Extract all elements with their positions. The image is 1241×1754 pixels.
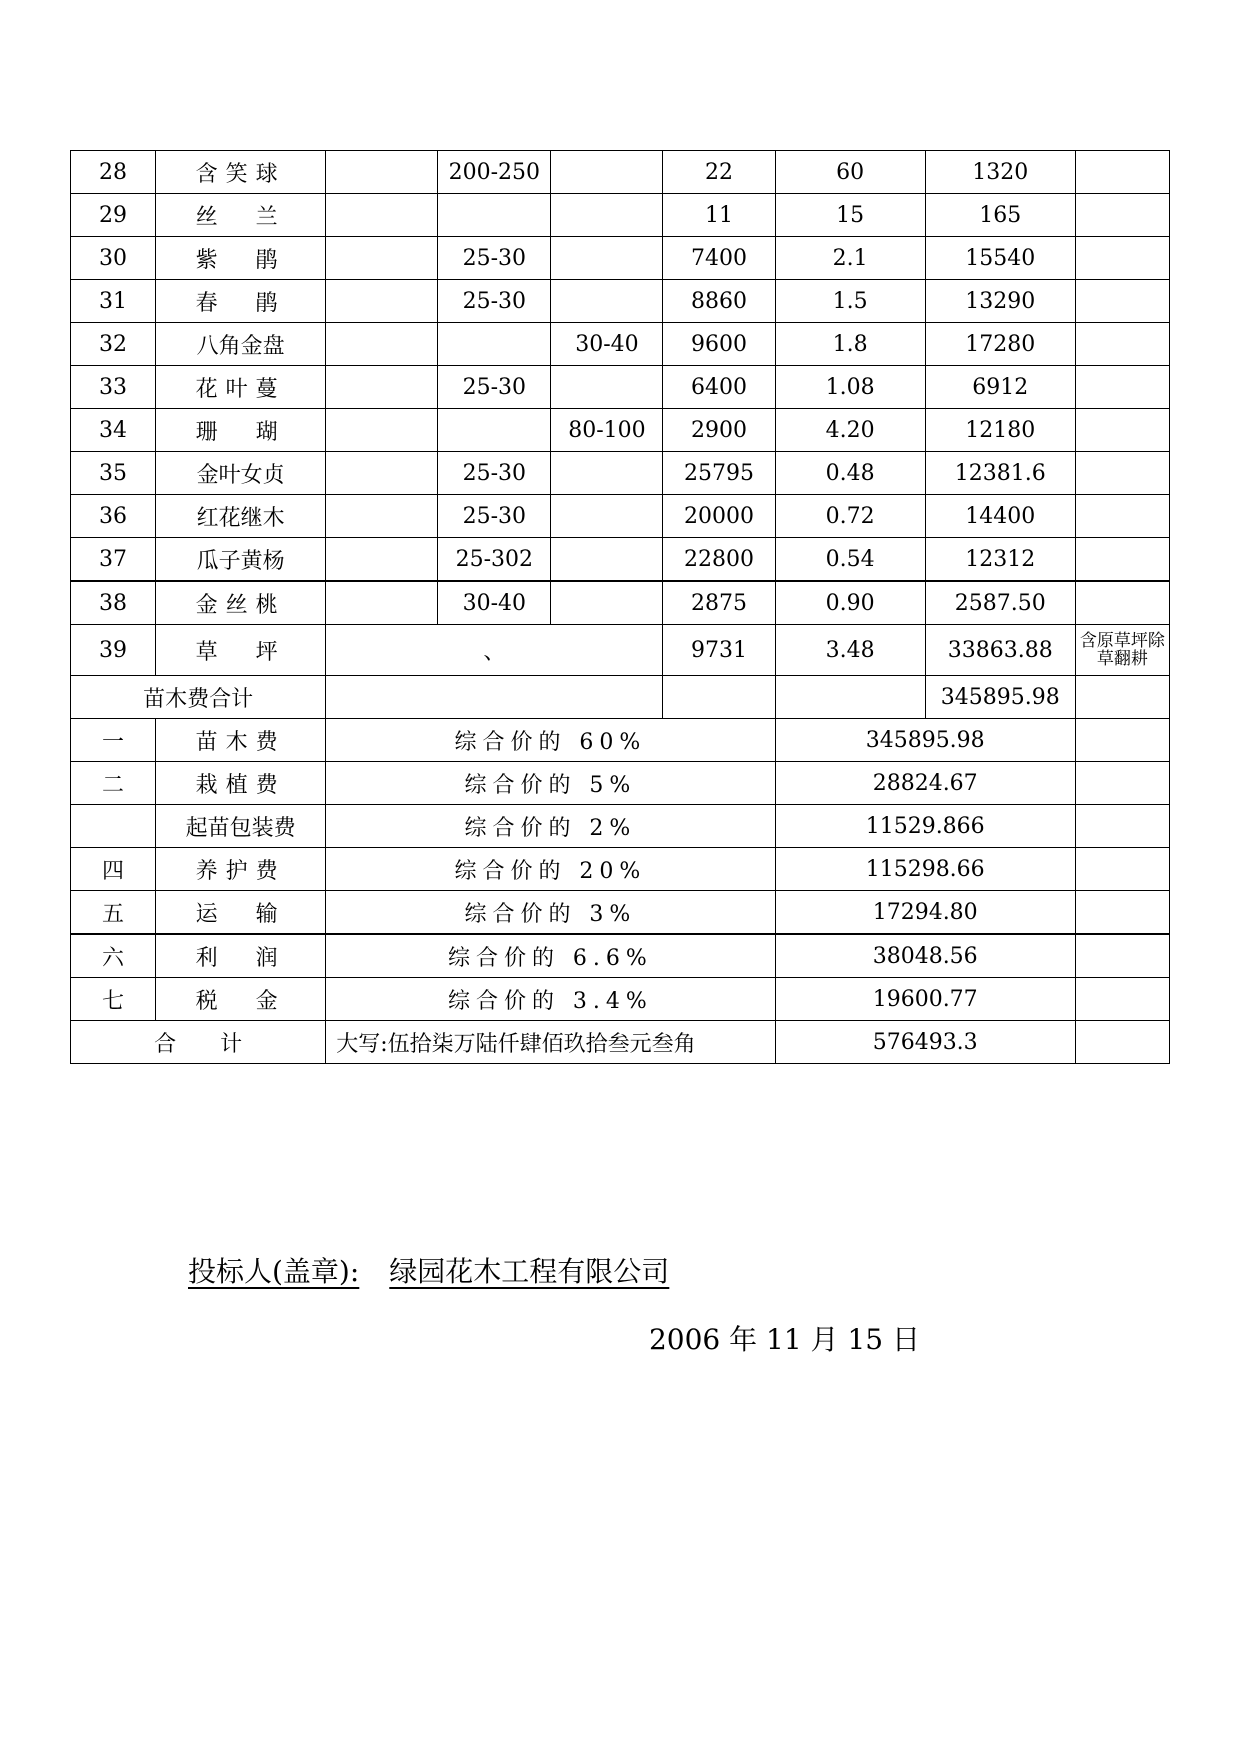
height-spec: 25-30 <box>438 280 551 323</box>
fee-name: 苗木费 <box>156 719 326 762</box>
bidder-signature <box>188 1250 669 1290</box>
spec-empty <box>326 452 438 495</box>
fee-basis: 综合价的 3% <box>326 891 775 935</box>
bidder-company: 绿园花木工程有限公司 <box>389 1255 670 1288</box>
quantity: 25795 <box>663 452 775 495</box>
unit-price: 0.72 <box>775 495 925 538</box>
remark <box>1075 581 1169 625</box>
seedling-total-row <box>71 676 1170 719</box>
width-spec <box>551 194 663 237</box>
fee-remark <box>1075 978 1169 1021</box>
unit-price: 15 <box>775 194 925 237</box>
unit-price: 1.5 <box>775 280 925 323</box>
unit-price: 3.48 <box>775 625 925 676</box>
table-row <box>71 151 1170 194</box>
spec-empty <box>326 194 438 237</box>
fee-amount: 38048.56 <box>775 934 1075 978</box>
row-number: 30 <box>71 237 156 280</box>
fee-amount: 345895.98 <box>775 719 1075 762</box>
width-spec <box>551 452 663 495</box>
amount: 165 <box>925 194 1075 237</box>
remark <box>1075 237 1169 280</box>
fee-number <box>71 805 156 848</box>
height-spec <box>438 194 551 237</box>
height-spec <box>438 323 551 366</box>
amount: 1320 <box>925 151 1075 194</box>
unit-price: 4.20 <box>775 409 925 452</box>
amount: 12381.6 <box>925 452 1075 495</box>
table-row <box>71 237 1170 280</box>
plant-name: 瓜子黄杨 <box>156 538 326 582</box>
width-spec <box>551 495 663 538</box>
table-row <box>71 280 1170 323</box>
unit-price: 2.1 <box>775 237 925 280</box>
amount: 2587.50 <box>925 581 1075 625</box>
unit-price: 0.54 <box>775 538 925 582</box>
row-number: 28 <box>71 151 156 194</box>
amount: 13290 <box>925 280 1075 323</box>
spec-merged: 、 <box>326 625 663 676</box>
fee-remark <box>1075 719 1169 762</box>
width-spec <box>551 581 663 625</box>
table-row <box>71 366 1170 409</box>
fee-row <box>71 934 1170 978</box>
grand-total-label: 合 计 <box>71 1021 326 1064</box>
grand-total-remark <box>1075 1021 1169 1064</box>
spec-empty <box>326 581 438 625</box>
remark <box>1075 323 1169 366</box>
grand-total-row <box>71 1021 1170 1064</box>
fee-name: 起苗包装费 <box>156 805 326 848</box>
width-spec <box>551 366 663 409</box>
remark <box>1075 151 1169 194</box>
fee-basis: 综合价的 20% <box>326 848 775 891</box>
fee-row <box>71 719 1170 762</box>
seedling-total-remark <box>1075 676 1169 719</box>
fee-remark <box>1075 934 1169 978</box>
amount: 17280 <box>925 323 1075 366</box>
quantity: 7400 <box>663 237 775 280</box>
fee-name: 税 金 <box>156 978 326 1021</box>
fee-number: 七 <box>71 978 156 1021</box>
remark <box>1075 366 1169 409</box>
plant-name: 花叶蔓 <box>156 366 326 409</box>
fee-basis: 综合价的 60% <box>326 719 775 762</box>
fee-amount: 11529.866 <box>775 805 1075 848</box>
table-row <box>71 538 1170 582</box>
quantity: 2875 <box>663 581 775 625</box>
table-row <box>71 194 1170 237</box>
remark <box>1075 452 1169 495</box>
unit-price: 0.90 <box>775 581 925 625</box>
fee-number: 一 <box>71 719 156 762</box>
row-number: 29 <box>71 194 156 237</box>
plant-name: 春 鹃 <box>156 280 326 323</box>
fee-amount: 115298.66 <box>775 848 1075 891</box>
table-row <box>71 452 1170 495</box>
fee-number: 四 <box>71 848 156 891</box>
row-number: 38 <box>71 581 156 625</box>
row-number: 33 <box>71 366 156 409</box>
remark <box>1075 538 1169 582</box>
width-spec <box>551 151 663 194</box>
plant-name: 八角金盘 <box>156 323 326 366</box>
fee-row <box>71 978 1170 1021</box>
fee-basis: 综合价的 5% <box>326 762 775 805</box>
table-row <box>71 625 1170 676</box>
quantity: 22800 <box>663 538 775 582</box>
quantity: 2900 <box>663 409 775 452</box>
row-number: 32 <box>71 323 156 366</box>
height-spec: 25-30 <box>438 366 551 409</box>
fee-basis: 综合价的 6.6% <box>326 934 775 978</box>
seedling-total-qty <box>663 676 775 719</box>
height-spec: 25-30 <box>438 495 551 538</box>
fee-amount: 19600.77 <box>775 978 1075 1021</box>
spec-empty <box>326 495 438 538</box>
seedling-total-price <box>775 676 925 719</box>
amount: 33863.88 <box>925 625 1075 676</box>
height-spec <box>438 409 551 452</box>
quantity: 9600 <box>663 323 775 366</box>
remark <box>1075 194 1169 237</box>
amount: 12312 <box>925 538 1075 582</box>
width-spec: 30-40 <box>551 323 663 366</box>
fee-remark <box>1075 848 1169 891</box>
fee-name: 利 润 <box>156 934 326 978</box>
fee-basis: 综合价的 2% <box>326 805 775 848</box>
plant-name: 红花继木 <box>156 495 326 538</box>
amount: 14400 <box>925 495 1075 538</box>
seedling-total-spec <box>326 676 663 719</box>
quantity: 6400 <box>663 366 775 409</box>
row-number: 31 <box>71 280 156 323</box>
unit-price: 0.48 <box>775 452 925 495</box>
remark <box>1075 409 1169 452</box>
quantity: 8860 <box>663 280 775 323</box>
width-spec: 80-100 <box>551 409 663 452</box>
height-spec: 200-250 <box>438 151 551 194</box>
spec-empty <box>326 280 438 323</box>
plant-name: 含笑球 <box>156 151 326 194</box>
unit-price: 1.08 <box>775 366 925 409</box>
fee-name: 养护费 <box>156 848 326 891</box>
height-spec: 25-30 <box>438 452 551 495</box>
table-row <box>71 581 1170 625</box>
plant-name: 紫 鹃 <box>156 237 326 280</box>
fee-amount: 28824.67 <box>775 762 1075 805</box>
width-spec <box>551 280 663 323</box>
height-spec: 30-40 <box>438 581 551 625</box>
height-spec: 25-30 <box>438 237 551 280</box>
quantity: 11 <box>663 194 775 237</box>
grand-total-in-words: 大写:伍拾柒万陆仟肆佰玖拾叁元叁角 <box>326 1021 775 1064</box>
quantity: 20000 <box>663 495 775 538</box>
fee-remark <box>1075 762 1169 805</box>
plant-name: 金叶女贞 <box>156 452 326 495</box>
fee-row <box>71 762 1170 805</box>
spec-empty <box>326 151 438 194</box>
bidder-label: 投标人(盖章): <box>188 1255 360 1288</box>
fee-name: 栽植费 <box>156 762 326 805</box>
plant-name: 丝 兰 <box>156 194 326 237</box>
amount: 6912 <box>925 366 1075 409</box>
amount: 15540 <box>925 237 1075 280</box>
width-spec <box>551 237 663 280</box>
fee-number: 五 <box>71 891 156 935</box>
table-row <box>71 323 1170 366</box>
unit-price: 1.8 <box>775 323 925 366</box>
remark <box>1075 280 1169 323</box>
fee-row <box>71 805 1170 848</box>
spec-empty <box>326 409 438 452</box>
seedling-total-label: 苗木费合计 <box>71 676 326 719</box>
seedling-total-amount: 345895.98 <box>925 676 1075 719</box>
fee-amount: 17294.80 <box>775 891 1075 935</box>
remark: 含原草坪除草翻耕 <box>1075 625 1169 676</box>
plant-name: 金丝桃 <box>156 581 326 625</box>
quantity: 22 <box>663 151 775 194</box>
quote-table <box>70 150 1170 1064</box>
spec-empty <box>326 366 438 409</box>
row-number: 35 <box>71 452 156 495</box>
quantity: 9731 <box>663 625 775 676</box>
row-number: 34 <box>71 409 156 452</box>
row-number: 37 <box>71 538 156 582</box>
fee-number: 六 <box>71 934 156 978</box>
fee-number: 二 <box>71 762 156 805</box>
spec-empty <box>326 538 438 582</box>
table-row <box>71 495 1170 538</box>
amount: 12180 <box>925 409 1075 452</box>
row-number: 36 <box>71 495 156 538</box>
fee-remark <box>1075 805 1169 848</box>
width-spec <box>551 538 663 582</box>
fee-row <box>71 891 1170 935</box>
spec-empty <box>326 237 438 280</box>
row-number: 39 <box>71 625 156 676</box>
spec-empty <box>326 323 438 366</box>
height-spec: 25-302 <box>438 538 551 582</box>
grand-total-amount: 576493.3 <box>775 1021 1075 1064</box>
remark <box>1075 495 1169 538</box>
table-row <box>71 409 1170 452</box>
plant-name: 草 坪 <box>156 625 326 676</box>
fee-basis: 综合价的 3.4% <box>326 978 775 1021</box>
plant-name: 珊 瑚 <box>156 409 326 452</box>
fee-row <box>71 848 1170 891</box>
fee-remark <box>1075 891 1169 935</box>
document-date: 2006 年 11 月 15 日 <box>648 1323 920 1356</box>
fee-name: 运 输 <box>156 891 326 935</box>
unit-price: 60 <box>775 151 925 194</box>
